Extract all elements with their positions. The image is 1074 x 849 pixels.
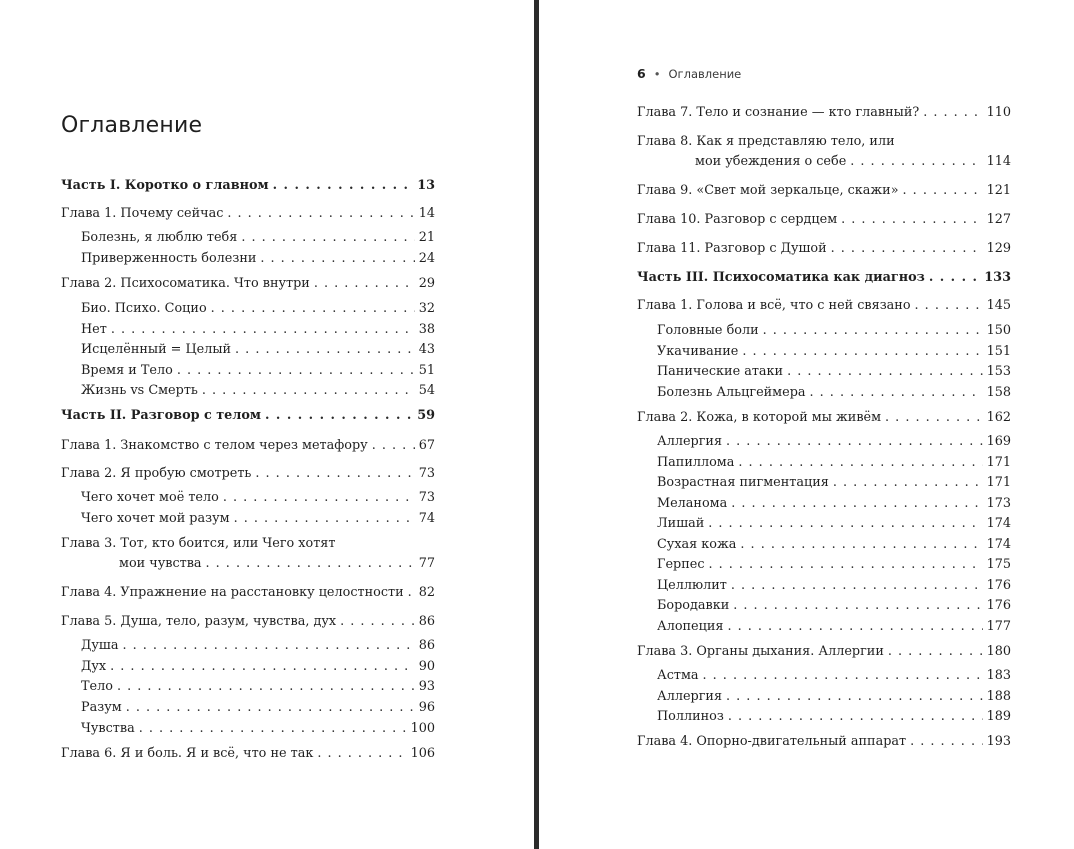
toc-page-number: 145 xyxy=(986,298,1011,313)
toc-entry-title: Целлюлит xyxy=(657,578,727,593)
toc-page-number: 73 xyxy=(418,466,435,481)
toc-entry-title: Глава 4. Упражнение на расстановку целостности xyxy=(61,585,404,600)
toc-chapter-entry[interactable] xyxy=(637,642,1011,662)
toc-section-entry[interactable] xyxy=(637,535,1011,555)
toc-entry-line xyxy=(61,744,435,764)
toc-page-number: 162 xyxy=(986,410,1011,425)
dot-leader xyxy=(703,666,983,686)
toc-entry-line xyxy=(81,509,435,529)
toc-page-number: 90 xyxy=(418,659,435,674)
toc-chapter-entry[interactable] xyxy=(61,436,435,456)
toc-entry-title: Глава 2. Кожа, в которой мы живём xyxy=(637,410,882,425)
toc-entry-title: Часть II. Разговор с телом xyxy=(61,408,262,423)
toc-entry-title: Глава 7. Тело и сознание — кто главный? xyxy=(637,105,920,120)
dot-leader xyxy=(110,657,415,677)
toc-entry-line xyxy=(695,152,1011,172)
toc-entry-title: Головные боли xyxy=(657,323,759,338)
toc-entry-line xyxy=(81,719,435,739)
toc-section-entry[interactable] xyxy=(61,381,435,401)
toc-chapter-entry[interactable] xyxy=(61,583,435,603)
toc-entry-line xyxy=(61,464,435,484)
toc-entry-line xyxy=(61,612,435,632)
toc-entry-line xyxy=(657,617,1011,637)
dot-leader xyxy=(111,320,415,340)
toc-entry-title: Глава 1. Голова и всё, что с ней связано xyxy=(637,298,911,313)
toc-entry-title: Глава 1. Почему сейчас xyxy=(61,206,224,221)
toc-entry-title: Дух xyxy=(81,659,107,674)
toc-part-entry[interactable] xyxy=(637,268,1011,288)
running-head-separator: • xyxy=(653,67,661,81)
toc-page-number: 43 xyxy=(418,342,435,357)
toc-chapter-entry[interactable] xyxy=(61,464,435,484)
toc-entry-line xyxy=(61,274,435,294)
toc-entry-title: Био. Психо. Социо xyxy=(81,301,207,316)
dot-leader xyxy=(915,296,983,316)
toc-section-entry[interactable] xyxy=(637,342,1011,362)
toc-page-number: 176 xyxy=(986,578,1011,593)
dot-leader xyxy=(731,494,982,514)
toc-page-number: 193 xyxy=(986,734,1011,749)
toc-entry-line xyxy=(657,596,1011,616)
toc-section-entry[interactable] xyxy=(637,432,1011,452)
toc-chapter-entry[interactable] xyxy=(61,274,435,294)
toc-entry-title: Приверженность болезни xyxy=(81,251,257,266)
toc-chapter-entry[interactable] xyxy=(637,296,1011,316)
toc-section-entry[interactable] xyxy=(637,362,1011,382)
toc-entry-title: Глава 2. Психосоматика. Что внутри xyxy=(61,276,310,291)
toc-page-number: 86 xyxy=(418,614,435,629)
dot-leader xyxy=(126,698,415,718)
toc-entry-line xyxy=(81,677,435,697)
toc-entry-title: Сухая кожа xyxy=(657,537,737,552)
toc-section-entry[interactable] xyxy=(637,383,1011,403)
toc-page-number: 73 xyxy=(418,490,435,505)
dot-leader xyxy=(235,340,415,360)
toc-page-number: 21 xyxy=(418,230,435,245)
dot-leader xyxy=(733,596,982,616)
toc-page-number: 59 xyxy=(417,408,435,423)
dot-leader xyxy=(903,181,983,201)
toc-section-entry[interactable] xyxy=(637,687,1011,707)
toc-entry-line xyxy=(657,362,1011,382)
toc-entry-line xyxy=(657,535,1011,555)
toc-entry-title: Алопеция xyxy=(657,619,724,634)
toc-entry-line xyxy=(657,514,1011,534)
toc-section-entry[interactable] xyxy=(61,677,435,697)
dot-leader xyxy=(728,707,983,727)
toc-entry-line xyxy=(637,268,1011,288)
toc-section-entry[interactable] xyxy=(61,320,435,340)
toc-entry-line xyxy=(657,576,1011,596)
toc-section-entry[interactable] xyxy=(61,249,435,269)
running-head xyxy=(637,66,741,81)
toc-page-number: 14 xyxy=(418,206,435,221)
dot-leader xyxy=(742,342,982,362)
toc-chapter-entry[interactable] xyxy=(637,103,1011,123)
toc-page-number: 51 xyxy=(418,363,435,378)
toc-entry-title: Укачивание xyxy=(657,344,739,359)
dot-leader xyxy=(372,436,415,456)
toc-chapter-entry[interactable] xyxy=(637,132,1011,172)
toc-entry-line xyxy=(61,534,435,554)
dot-leader xyxy=(234,509,415,529)
toc-section-entry[interactable] xyxy=(637,617,1011,637)
dot-leader xyxy=(738,453,982,473)
toc-entry-title: Глава 2. Я пробую смотреть xyxy=(61,466,252,481)
toc-entry-title: Время и Тело xyxy=(81,363,173,378)
dot-leader xyxy=(841,210,982,230)
toc-page-number: 169 xyxy=(986,434,1011,449)
toc-page-number: 183 xyxy=(986,668,1011,683)
toc-entry-title: Астма xyxy=(657,668,699,683)
toc-page-number: 114 xyxy=(986,154,1011,169)
toc-page-number: 177 xyxy=(986,619,1011,634)
dot-leader xyxy=(740,535,982,555)
toc-page-number: 121 xyxy=(986,183,1011,198)
toc-entry-title: Тело xyxy=(81,679,113,694)
toc-entry-title: Глава 6. Я и боль. Я и всё, что не так xyxy=(61,746,314,761)
toc-entry-title: Душа xyxy=(81,638,119,653)
toc-entry-title: Аллергия xyxy=(657,434,723,449)
dot-leader xyxy=(923,103,982,123)
toc-entry-title: Часть I. Коротко о главном xyxy=(61,178,269,193)
dot-leader xyxy=(317,744,406,764)
toc-chapter-entry[interactable] xyxy=(637,732,1011,752)
toc-entry-title: Панические атаки xyxy=(657,364,784,379)
dot-leader xyxy=(211,299,415,319)
toc-entry-line xyxy=(81,636,435,656)
dot-leader xyxy=(408,583,415,603)
toc-page-number: 106 xyxy=(410,746,435,761)
toc-page-number: 86 xyxy=(418,638,435,653)
toc-entry-title: Герпес xyxy=(657,557,705,572)
toc-entry-title: Меланома xyxy=(657,496,728,511)
dot-leader xyxy=(726,432,983,452)
toc-entry-continuation: мои убеждения о себе xyxy=(695,154,847,169)
dot-leader xyxy=(888,642,983,662)
toc-entry-title: Глава 9. «Свет мой зеркальце, скажи» xyxy=(637,183,899,198)
toc-chapter-entry[interactable] xyxy=(637,210,1011,230)
toc-entry-line xyxy=(81,657,435,677)
toc-entry-line xyxy=(657,342,1011,362)
toc-page-number: 13 xyxy=(417,178,435,193)
toc-entry-title: Глава 8. Как я представляю тело, или xyxy=(637,134,895,149)
toc-entry-title: Папиллома xyxy=(657,455,735,470)
toc-entry-line xyxy=(657,494,1011,514)
toc-chapter-entry[interactable] xyxy=(637,408,1011,428)
toc-entry-title: Глава 1. Знакомство с телом через метафору xyxy=(61,438,368,453)
toc-entry-line xyxy=(61,436,435,456)
toc-entry-title: Поллиноз xyxy=(657,709,724,724)
toc-page-number: 82 xyxy=(418,585,435,600)
dot-leader xyxy=(260,249,414,269)
toc-page-number: 54 xyxy=(418,383,435,398)
toc-page-number: 67 xyxy=(418,438,435,453)
toc-entry-title: Исцелённый = Целый xyxy=(81,342,232,357)
toc-entry-line xyxy=(61,583,435,603)
toc-entry-line xyxy=(637,732,1011,752)
dot-leader xyxy=(117,677,415,697)
toc-entry-title: Глава 5. Душа, тело, разум, чувства, дух xyxy=(61,614,337,629)
toc-page-number: 151 xyxy=(986,344,1011,359)
dot-leader xyxy=(227,204,414,224)
toc-entry-title: Глава 10. Разговор с сердцем xyxy=(637,212,838,227)
toc-page-number: 129 xyxy=(986,241,1011,256)
right-page xyxy=(539,0,1074,849)
dot-leader xyxy=(726,687,983,707)
dot-leader xyxy=(340,612,415,632)
toc-page-number: 174 xyxy=(986,516,1011,531)
toc-entry-line xyxy=(657,321,1011,341)
dot-leader xyxy=(273,176,414,196)
toc-entry-title: Чего хочет мой разум xyxy=(81,511,230,526)
toc-entry-line xyxy=(657,666,1011,686)
toc-entry-line xyxy=(81,698,435,718)
toc-section-entry[interactable] xyxy=(61,488,435,508)
toc-entry-title: Возрастная пигментация xyxy=(657,475,829,490)
toc-entry-line xyxy=(119,554,435,574)
dot-leader xyxy=(885,408,983,428)
toc-page-number: 38 xyxy=(418,322,435,337)
dot-leader xyxy=(763,321,983,341)
toc-entry-line xyxy=(637,239,1011,259)
toc-chapter-entry[interactable] xyxy=(637,239,1011,259)
toc-page-number: 24 xyxy=(418,251,435,266)
toc-entry-line xyxy=(637,408,1011,428)
dot-leader xyxy=(139,719,407,739)
dot-leader xyxy=(731,576,983,596)
toc-page-number: 96 xyxy=(418,700,435,715)
toc-entry-line xyxy=(657,687,1011,707)
dot-leader xyxy=(833,473,983,493)
dot-leader xyxy=(265,406,413,426)
toc-section-entry[interactable] xyxy=(61,636,435,656)
toc-entry-line xyxy=(81,320,435,340)
dot-leader xyxy=(929,268,980,288)
toc-section-entry[interactable] xyxy=(637,514,1011,534)
toc-page-number: 153 xyxy=(986,364,1011,379)
toc-chapter-entry[interactable] xyxy=(61,612,435,632)
toc-entry-line xyxy=(81,488,435,508)
toc-page-number: 188 xyxy=(986,689,1011,704)
toc-chapter-entry[interactable] xyxy=(61,204,435,224)
toc-entry-title: Болезнь, я люблю тебя xyxy=(81,230,238,245)
toc-page-number: 110 xyxy=(986,105,1011,120)
toc-chapter-entry[interactable] xyxy=(637,181,1011,201)
toc-section-entry[interactable] xyxy=(637,453,1011,473)
toc-part-entry[interactable] xyxy=(61,176,435,196)
dot-leader xyxy=(850,152,982,172)
toc-entry-line xyxy=(61,406,435,426)
toc-entry-title: Глава 4. Опорно-двигательный аппарат xyxy=(637,734,907,749)
page-number: 6 xyxy=(637,66,646,81)
toc-entry-line xyxy=(81,299,435,319)
toc-entry-line xyxy=(657,432,1011,452)
toc-entry-line xyxy=(61,204,435,224)
running-head-label: Оглавление xyxy=(668,67,742,81)
toc-entry-line xyxy=(81,249,435,269)
toc-entry-line xyxy=(657,453,1011,473)
toc-entry-line xyxy=(637,210,1011,230)
dot-leader xyxy=(241,228,414,248)
dot-leader xyxy=(122,636,414,656)
toc-entry-line xyxy=(637,132,1011,152)
toc-page-number: 171 xyxy=(986,475,1011,490)
toc-entry-title: Аллергия xyxy=(657,689,723,704)
toc-section-entry[interactable] xyxy=(637,707,1011,727)
toc-entry-line xyxy=(81,340,435,360)
toc-entry-title: Разум xyxy=(81,700,122,715)
left-page xyxy=(0,0,534,849)
dot-leader xyxy=(202,381,415,401)
toc-entry-line xyxy=(81,381,435,401)
dot-leader xyxy=(255,464,414,484)
toc-entry-title: Бородавки xyxy=(657,598,730,613)
toc-entry-line xyxy=(657,707,1011,727)
toc-section-entry[interactable] xyxy=(61,299,435,319)
toc-entry-line xyxy=(657,473,1011,493)
toc-page-number: 173 xyxy=(986,496,1011,511)
toc-section-entry[interactable] xyxy=(61,509,435,529)
toc-entry-line xyxy=(637,296,1011,316)
toc-section-entry[interactable] xyxy=(637,666,1011,686)
toc-entry-line xyxy=(61,176,435,196)
toc-page-number: 127 xyxy=(986,212,1011,227)
dot-leader xyxy=(314,274,415,294)
toc-page-number: 93 xyxy=(418,679,435,694)
toc-section-entry[interactable] xyxy=(61,361,435,381)
toc-section-entry[interactable] xyxy=(637,494,1011,514)
toc-entry-line xyxy=(637,181,1011,201)
toc-entry-title: Чего хочет моё тело xyxy=(81,490,219,505)
toc-section-entry[interactable] xyxy=(637,576,1011,596)
toc-page-number: 176 xyxy=(986,598,1011,613)
toc-section-entry[interactable] xyxy=(61,340,435,360)
toc-entry-title: Болезнь Альцгеймера xyxy=(657,385,806,400)
toc-page-number: 150 xyxy=(986,323,1011,338)
toc-page-number: 180 xyxy=(986,644,1011,659)
toc-section-entry[interactable] xyxy=(637,321,1011,341)
toc-page-number: 74 xyxy=(418,511,435,526)
dot-leader xyxy=(223,488,415,508)
toc-entry-title: Жизнь vs Смерть xyxy=(81,383,198,398)
toc-entry-title: Нет xyxy=(81,322,107,337)
toc-section-entry[interactable] xyxy=(637,473,1011,493)
toc-page-number: 29 xyxy=(418,276,435,291)
toc-section-entry[interactable] xyxy=(61,228,435,248)
dot-leader xyxy=(831,239,983,259)
toc-page-number: 77 xyxy=(418,556,435,571)
toc-entry-title: Часть III. Психосоматика как диагноз xyxy=(637,270,925,285)
toc-page-number: 100 xyxy=(410,721,435,736)
toc-page-number: 158 xyxy=(986,385,1011,400)
dot-leader xyxy=(708,514,982,534)
toc-page-number: 171 xyxy=(986,455,1011,470)
toc-section-entry[interactable] xyxy=(637,596,1011,616)
toc-section-entry[interactable] xyxy=(61,698,435,718)
toc-page-number: 189 xyxy=(986,709,1011,724)
toc-entry-title: Глава 3. Органы дыхания. Аллергии xyxy=(637,644,884,659)
toc-page-number: 133 xyxy=(984,270,1011,285)
toc-page-number: 175 xyxy=(986,557,1011,572)
toc-entry-title: Глава 3. Тот, кто боится, или Чего хотят xyxy=(61,536,336,551)
page-title: Оглавление xyxy=(61,112,203,138)
dot-leader xyxy=(206,554,415,574)
dot-leader xyxy=(709,555,983,575)
toc-page-number: 32 xyxy=(418,301,435,316)
toc-section-entry[interactable] xyxy=(637,555,1011,575)
toc-page-number: 174 xyxy=(986,537,1011,552)
dot-leader xyxy=(810,383,983,403)
dot-leader xyxy=(787,362,982,382)
toc-section-entry[interactable] xyxy=(61,657,435,677)
dot-leader xyxy=(727,617,982,637)
dot-leader xyxy=(177,361,415,381)
toc-chapter-entry[interactable] xyxy=(61,534,435,574)
toc-entry-line xyxy=(81,361,435,381)
toc-entry-title: Чувства xyxy=(81,721,135,736)
toc-entry-line xyxy=(637,642,1011,662)
toc-entry-line xyxy=(81,228,435,248)
toc-part-entry[interactable] xyxy=(61,406,435,426)
toc-entry-continuation: мои чувства xyxy=(119,556,202,571)
toc-entry-line xyxy=(657,555,1011,575)
toc-entry-line xyxy=(637,103,1011,123)
dot-leader xyxy=(910,732,982,752)
toc-section-entry[interactable] xyxy=(61,719,435,739)
toc-entry-line xyxy=(657,383,1011,403)
toc-entry-title: Лишай xyxy=(657,516,705,531)
toc-chapter-entry[interactable] xyxy=(61,744,435,764)
toc-entry-title: Глава 11. Разговор с Душой xyxy=(637,241,827,256)
